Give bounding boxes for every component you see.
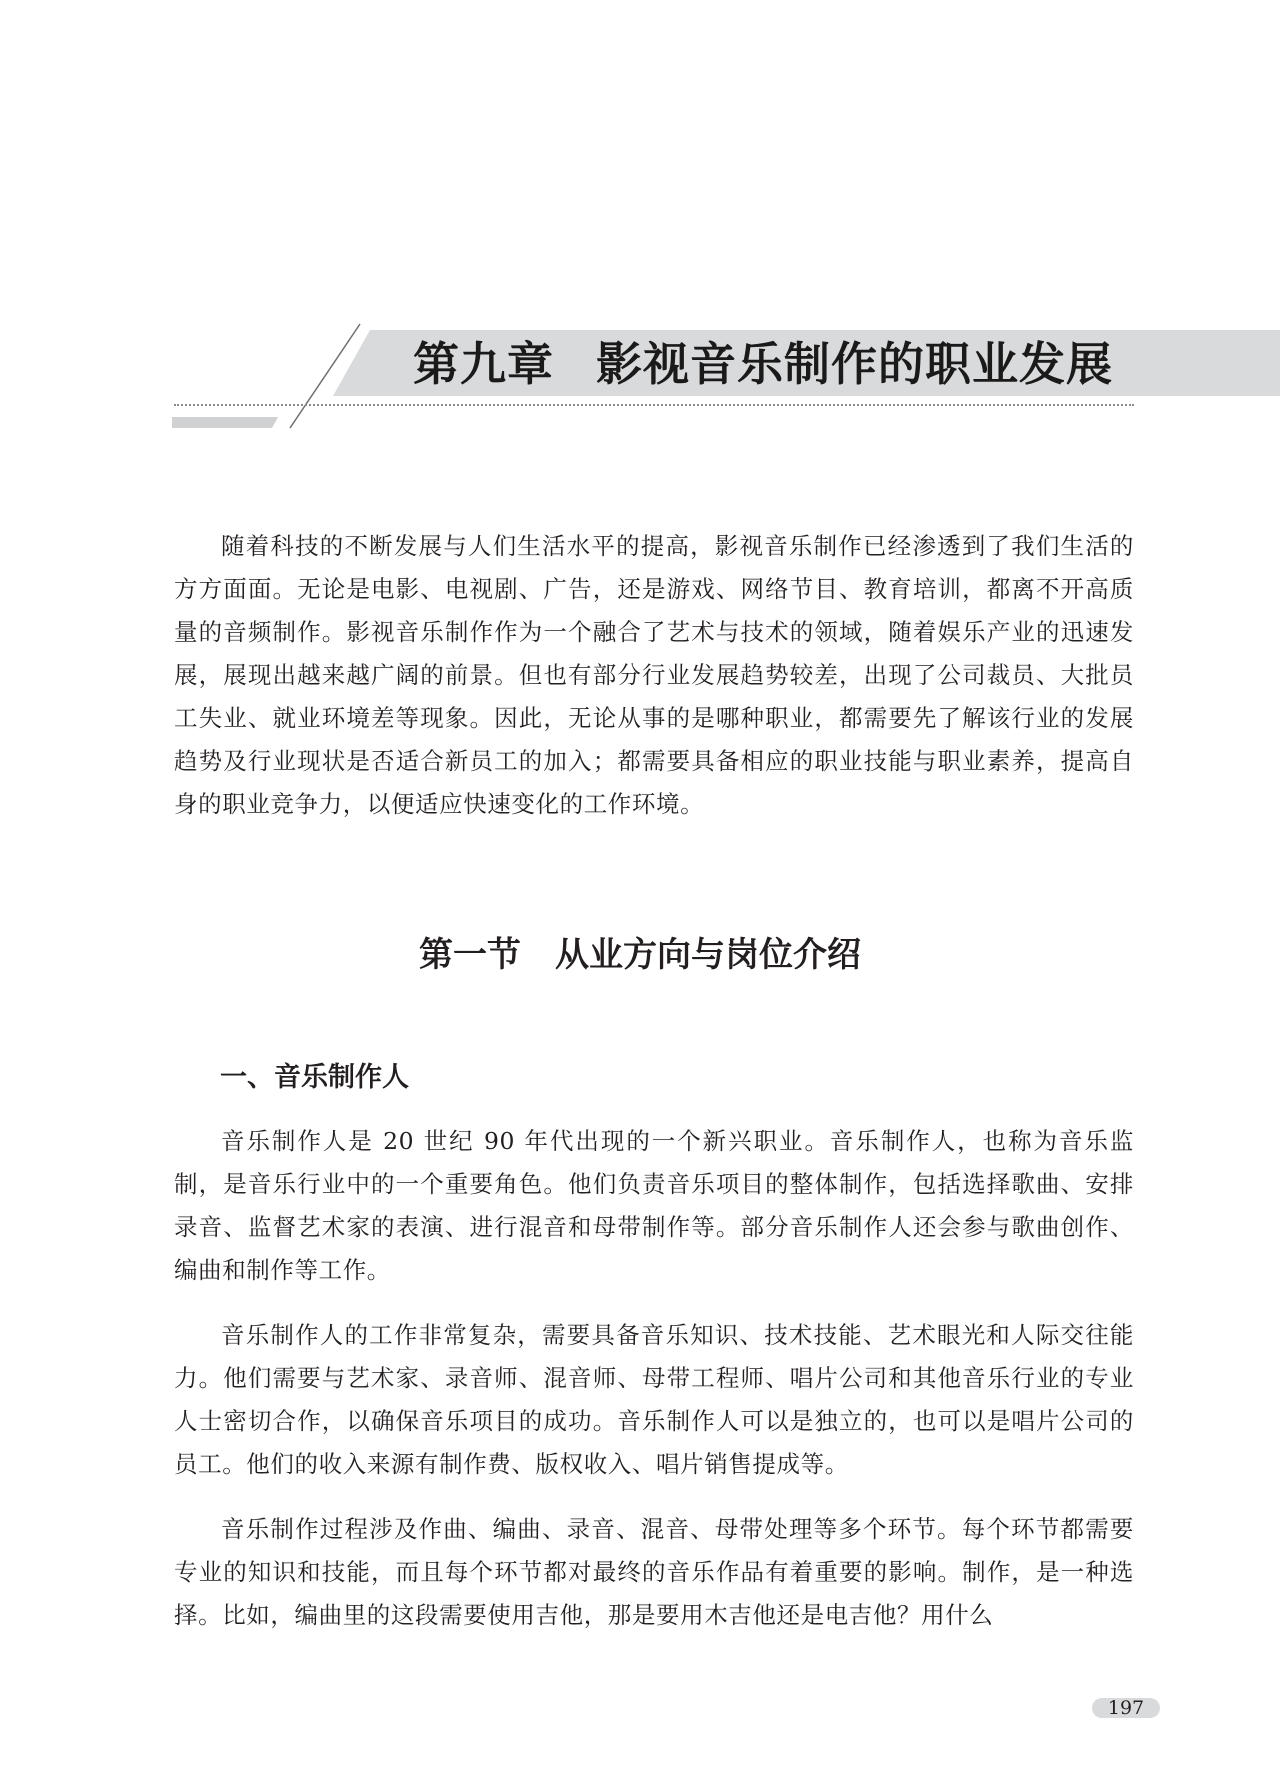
chapter-dotted-rule [174,404,1134,406]
chapter-number: 第九章 [413,337,554,391]
body-paragraph-1: 音乐制作人是 20 世纪 90 年代出现的一个新兴职业。音乐制作人，也称为音乐监制，是音乐行业中的一个重要角色。他们负责音乐项目的整体制作，包括选择歌曲、安排录音、监督艺术家的表演、进行混音和母带制作等。部分音乐制作人还会参与歌曲创作、编曲和制作等工作。 [174,1127,1134,1284]
body-paragraph-2: 音乐制作人的工作非常复杂，需要具备音乐知识、技术技能、艺术眼光和人际交往能力。他们需要与艺术家、录音师、混音师、母带工程师、唱片公司和其他音乐行业的专业人士密切合作，以确保音乐项目的成功。音乐制作人可以是独立的，也可以是唱片公司的员工。他们的收入来源有制作费、版权收入、唱片销售提成等。 [174,1321,1134,1478]
page-number-badge [1092,1696,1160,1720]
section-title [0,930,1280,980]
section-name: 从业方向与岗位介绍 [555,935,861,975]
chapter-name: 影视音乐制作的职业发展 [596,337,1113,391]
body-paragraph-3: 音乐制作过程涉及作曲、编曲、录音、混音、母带处理等多个环节。每个环节都需要专业的知识和技能，而且每个环节都对最终的音乐作品有着重要的影响。制作，是一种选择。比如，编曲里的这段需要使用吉他，那是要用木吉他还是电吉他？用什么 [174,1515,1134,1629]
page-number: 197 [1107,1697,1145,1719]
subsection-title: 一、音乐制作人 [220,1062,409,1093]
chapter-left-accent-bar [172,417,278,428]
chapter-title [413,328,1113,400]
intro-paragraph: 随着科技的不断发展与人们生活水平的提高，影视音乐制作已经渗透到了我们生活的方方面面。无论是电影、电视剧、广告，还是游戏、网络节目、教育培训，都离不开高质量的音频制作。影视音乐制作作为一个融合了艺术与技术的领域，随着娱乐产业的迅速发展，展现出越来越广阔的前景。但也有部分行业发展趋势较差，出现了公司裁员、大批员工失业、就业环境差等现象。因此，无论从事的是哪种职业，都需要先了解该行业的发展趋势及行业现状是否适合新员工的加入；都需要具备相应的职业技能与职业素养，提高自身的职业竞争力，以便适应快速变化的工作环境。 [174,532,1134,818]
section-number: 第一节 [419,935,521,975]
